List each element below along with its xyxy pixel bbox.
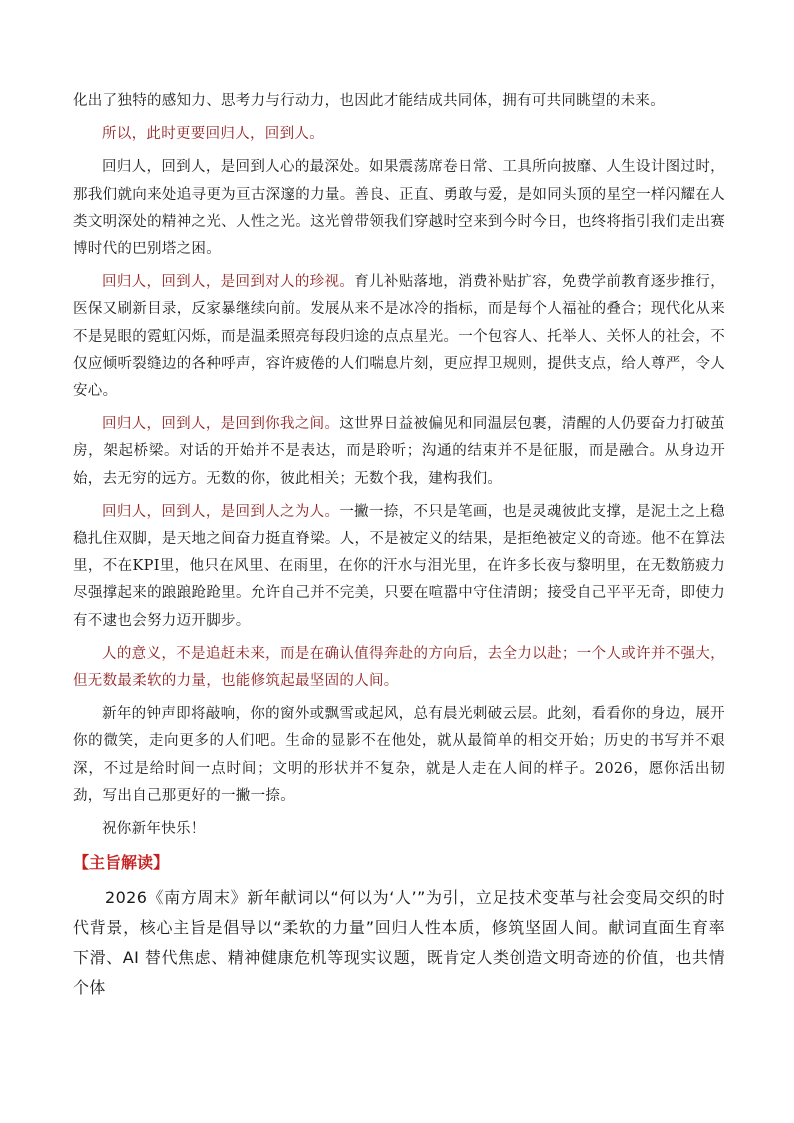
paragraph-text: 祝你新年快乐！: [102, 821, 206, 838]
section-title: 【主旨解读】: [73, 853, 170, 873]
paragraph-cherish: [73, 269, 725, 405]
paragraph-text: 化出了独特的感知力、思考力与行动力，也因此才能结成共同体，拥有可共同眺望的未来。: [73, 93, 665, 109]
paragraph-greeting: [73, 816, 725, 843]
explanation-text: 2026《南方周末》新年献词以“何以为‘人’”为引，立足技术变革与社会变局交织的时代背景，核心主旨是倡导以“柔软的力量”回归人性本质，修筑坚固人间。献词直面生育率下滑、AI 替代焦虑、精神健康危机等现实议题，既肯定人类创造文明奇迹的价值，也共情个体: [73, 888, 725, 998]
document-body: [73, 88, 725, 1003]
paragraph-continuation: [73, 88, 725, 115]
highlight-text: 人的意义，不是追赶未来，而是在确认值得奔赴的方向后，去全力以赴；一个人或许并不强大，但无数最柔软的力量，也能修筑起最坚固的人间。: [73, 645, 725, 690]
paragraph-meaning: [73, 641, 725, 695]
paragraph-text: 一撇一捺，不只是笔画，也是灵魂彼此支撑，是泥土之上稳稳扎住双脚，是天地之间奋力挺直脊梁。人，不是被定义的结果，是拒绝被定义的奇迹。他不在算法里，不在KPI里，他只在风里、在雨里，在你的汗水与泪光里，在许多长夜与黎明里，在无数筋疲力尽强撑起来的踉踉跄跄里。允许自己并不完美，只要在喧嚣中守住清朗；接受自己平平无奇，即使力有不逮也会努力迈开脚步。: [73, 503, 725, 629]
paragraph-text: 新年的钟声即将敲响，你的窗外或飘雪或起风，总有晨光刺破云层。此刻，看看你的身边，展开你的微笑，走向更多的人们吧。生命的显影不在他处，就从最简单的相交开始；历史的书写并不艰深，不过是给时间一点时间；文明的形状并不复杂，就是人走在人间的样子。2026，愿你活出韧劲，写出自己那更好的一撇一捺。: [73, 706, 725, 804]
paragraph-text: 育儿补贴落地，消费补贴扩容，免费学前教育逐步推行，医保又刷新目录，反家暴继续向前。发展从来不是冰冷的指标，而是每个人福祉的叠合；现代化从来不是晃眼的霓虹闪烁，而是温柔照亮每段归途的点点星光。一个包容人、托举人、关怀人的社会，不仅应倾听裂缝边的各种呼声，容许疲倦的人们喘息片刻，更应捍卫规则，提供支点，给人尊严，令人安心。: [73, 274, 725, 400]
paragraph-new-year: [73, 701, 725, 810]
paragraph-thesis: [73, 121, 725, 148]
paragraph-being-human: [73, 499, 725, 635]
paragraph-heart: [73, 154, 725, 263]
highlight-text: 回归人，回到人，是回到对人的珍视。: [102, 274, 355, 291]
paragraph-between-us: [73, 411, 725, 493]
paragraph-text: 回归人，回到人，是回到人心的最深处。如果震荡席卷日常、工具所向披靡、人生设计图过时，那我们就向来处追寻更为亘古深邃的力量。善良、正直、勇敢与爱，是如同头顶的星空一样闪耀在人类文明深处的精神之光、人性之光。这光曾带领我们穿越时空来到今时今日，也终将指引我们走出赛博时代的巴别塔之困。: [73, 159, 725, 258]
paragraph-text: 这世界日益被偏见和同温层包裹，清醒的人仍要奋力打破茧房，架起桥梁。对话的开始并不是表达，而是聆听；沟通的结束并不是征服，而是融合。从身边开始，去无穷的远方。无数的你，彼此相关；无数个我，建构我们。: [73, 416, 725, 487]
highlight-text: 回归人，回到人，是回到人之为人。: [102, 503, 340, 520]
highlight-text: 所以，此时更要回归人，回到人。: [102, 126, 324, 143]
highlight-text: 回归人，回到人，是回到你我之间。: [102, 416, 340, 433]
